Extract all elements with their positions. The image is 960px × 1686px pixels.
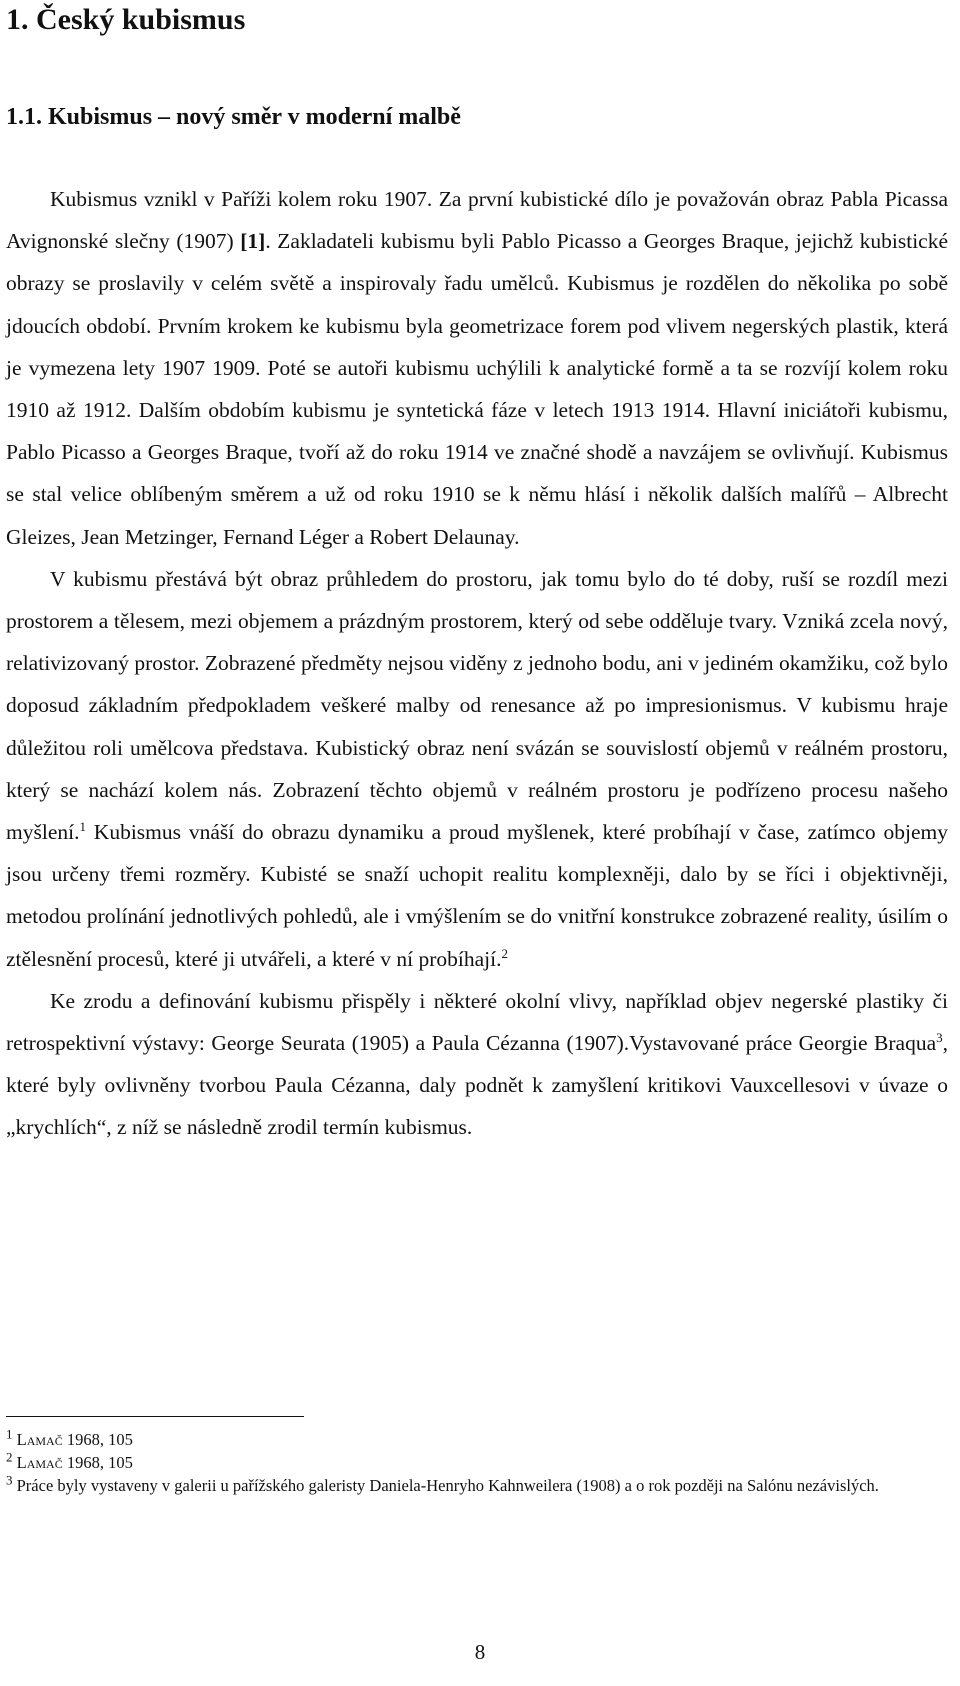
footnote-author: Lamač: [16, 1430, 63, 1449]
section-heading: 1.1. Kubismus – nový směr v moderní malbě: [6, 104, 461, 130]
footnotes: [6, 1428, 906, 1497]
footnote-ref-2: 2: [501, 945, 509, 961]
paragraph-2-text-b: Kubismus vnáší do obrazu dynamiku a proud myšlenek, které probíhají v čase, zatímco objemy jsou určeny třemi rozměry. Kubisté se snaží uchopit realitu komplexněji, dalo by se říci i objektivněji, metodou prolínání jednotlivých pohledů, ale i vmýšlením se do vnitřní konstrukce zobrazené reality, úsilím o ztělesnění procesů, které ji utvářeli, a které v ní probíhají.: [6, 820, 948, 971]
paragraph-2: [6, 558, 948, 980]
footnote-number: 3: [6, 1472, 13, 1488]
footnote-ref-1: 1: [79, 818, 86, 834]
footnote-author: Lamač: [16, 1453, 63, 1472]
paragraph-1-text-a: Kubismus vznikl v Paříži kolem roku 1907. Za první kubistické dílo je považován obraz Pabla Picassa Avignonské slečny (1907): [6, 187, 948, 254]
footnote-divider: [6, 1416, 304, 1417]
footnote-3: [6, 1474, 906, 1497]
chapter-heading: 1. Český kubismus: [6, 3, 246, 36]
paragraph-1: [6, 178, 948, 558]
paragraph-3: [6, 980, 948, 1149]
paragraph-1-text-b: . Zakladateli kubismu byli Pablo Picasso a Georges Braque, jejichž kubistické obrazy se proslavily v celém světě a inspirovaly řadu umělců. Kubismus je rozdělen do několika po sobě jdoucích období. Prvním krokem ke kubismu byla geometrizace forem pod vlivem negerských plastik, která je vymezena lety 1907 1909. Poté se autoři kubismu uchýlili k analytické formě a ta se rozvíjí kolem roku 1910 až 1912. Dalším obdobím kubismu je syntetická fáze v letech 1913 1914. Hlavní iniciátoři kubismu, Pablo Picasso a Georges Braque, tvoří až do roku 1914 ve značné shodě a navzájem se ovlivňují. Kubismus se stal velice oblíbeným směrem a už od roku 1910 se k němu hlásí i několik dalších malířů – Albrecht Gleizes, Jean Metzinger, Fernand Léger a Robert Delaunay.: [6, 229, 948, 549]
footnote-detail: 1968, 105: [62, 1453, 133, 1472]
footnote-1: [6, 1428, 906, 1451]
footnote-number: 1: [6, 1426, 13, 1442]
body-text: [6, 178, 948, 1149]
paragraph-3-text-b: , které byly ovlivněny tvorbou Paula Cézanna, daly podnět k zamyšlení kritikovi Vauxcellesovi v úvaze o „krychlích“, z níž se následně zrodil termín kubismus.: [6, 1031, 948, 1140]
footnote-detail: 1968, 105: [62, 1430, 133, 1449]
footnote-number: 2: [6, 1449, 13, 1465]
paragraph-3-text-a: Ke zrodu a definování kubismu přispěly i některé okolní vlivy, například objev negerské plastiky či retrospektivní výstavy: George Seurata (1905) a Paula Cézanna (1907).Vystavované práce Georgie Braqua: [6, 988, 948, 1056]
citation-ref: [1]: [240, 229, 266, 254]
footnote-2: [6, 1451, 906, 1474]
page-number: 8: [474, 1640, 486, 1664]
footnote-ref-3: 3: [936, 1029, 943, 1045]
footnote-text: Práce byly vystaveny v galerii u pařížského galeristy Daniela-Henryho Kahnweilera (1908) a o rok později na Salónu nezávislých.: [16, 1476, 879, 1495]
paragraph-2-text-a: V kubismu přestává být obraz průhledem do prostoru, jak tomu bylo do té doby, ruší se rozdíl mezi prostorem a tělesem, mezi objemem a prázdným prostorem, který od sebe odděluje tvary. Vzniká zcela nový, relativizovaný prostor. Zobrazené předměty nejsou viděny z jednoho bodu, ani v jediném okamžiku, což bylo doposud základním předpokladem veškeré malby od renesance až po impresionismus. V kubismu hraje důležitou roli umělcova představa. Kubistický obraz není svázán se souvislostí objemů v reálném prostoru, který se nachází kolem nás. Zobrazení těchto objemů v reálném prostoru je podřízeno procesu našeho myšlení.: [6, 566, 948, 845]
